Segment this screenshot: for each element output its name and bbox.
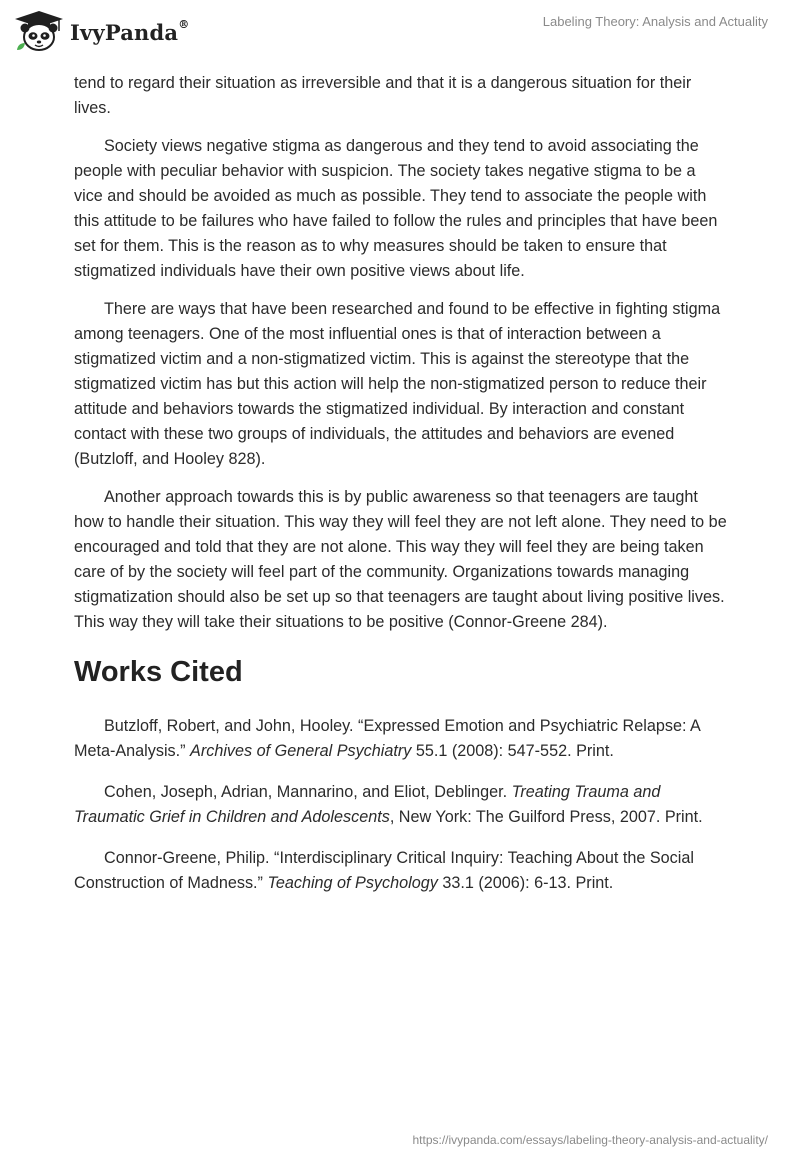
works-cited-heading: Works Cited <box>74 656 243 688</box>
panda-graduate-icon <box>14 10 64 54</box>
citation-entry: Connor-Greene, Philip. “Interdisciplinary Critical Inquiry: Teaching About the Social Construction of Madness.” Teaching of Psychology 33.1 (2006): 6-13. Print. <box>74 849 694 892</box>
source-url[interactable]: https://ivypanda.com/essays/labeling-theory-analysis-and-actuality/ <box>412 1133 768 1147</box>
brand-name: IvyPanda® <box>70 17 190 45</box>
citation-source-title: Teaching of Psychology <box>267 874 438 892</box>
essay-content <box>74 71 728 912</box>
paragraph: There are ways that have been researched and found to be effective in fighting stigma among teenagers. One of the most influential ones is that of interaction between a stigmatized victim and a non-stigmatized victim. This is against the stereotype that the stigmatized victim has but this action will help the non-stigmatized person to reduce their attitude and behaviors towards the stigmatized individual. By interaction and constant contact with these two groups of individuals, the attitudes and behaviors are evened (Butzloff, and Hooley 828). <box>74 300 721 468</box>
document-title: Labeling Theory: Analysis and Actuality <box>542 14 768 29</box>
citation-source-title: Archives of General Psychiatry <box>190 742 412 760</box>
ivypanda-logo[interactable] <box>14 10 189 54</box>
citation-entry: Cohen, Joseph, Adrian, Mannarino, and Eliot, Deblinger. Treating Trauma and Traumatic Grief in Children and Adolescents, New York: The Guilford Press, 2007. Print. <box>74 783 703 826</box>
paragraph: Another approach towards this is by public awareness so that teenagers are taught how to handle their situation. This way they will feel they are not left alone. They need to be encouraged and told that they are not alone. This way they will feel they are being taken care of by the society will feel part of the community. Organizations towards managing stigmatization should also be set up so that teenagers are taught about living positive lives. This way they will take their situations to be positive (Connor-Greene 284). <box>74 488 727 631</box>
page-header <box>0 0 800 70</box>
citation-entry: Butzloff, Robert, and John, Hooley. “Expressed Emotion and Psychiatric Relapse: A Meta-Analysis.” Archives of General Psychiatry 55.1 (2008): 547-552. Print. <box>74 717 700 760</box>
registered-mark: ® <box>178 17 190 31</box>
citation-source-title: Treating Trauma and Traumatic Grief in Children and Adolescents <box>74 783 661 826</box>
paragraph-continuation: tend to regard their situation as irreversible and that it is a dangerous situation for their lives. <box>74 74 692 117</box>
paragraph: Society views negative stigma as dangerous and they tend to avoid associating the people with peculiar behavior with suspicion. The society takes negative stigma to be a vice and should be avoided as much as possible. They tend to associate the people with this attitude to be failures who have failed to follow the rules and principles that have been set for them. This is the reason as to why measures should be taken to ensure that stigmatized individuals have their own positive views about life. <box>74 137 718 280</box>
